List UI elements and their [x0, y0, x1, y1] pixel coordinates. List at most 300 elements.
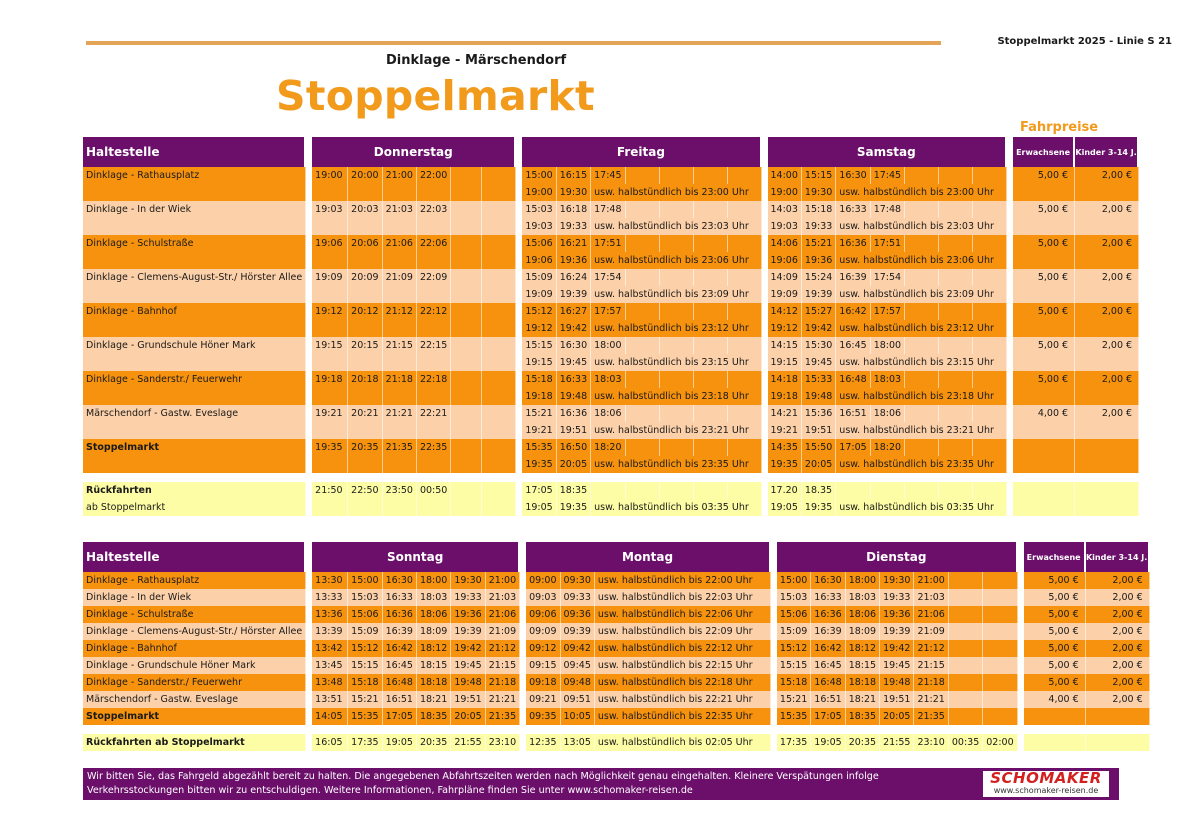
- saturday-note: usw. halbstündlich bis 23:35 Uhr: [836, 456, 1007, 473]
- sunday-return-time: 16:05: [312, 734, 348, 751]
- empty-cell: [939, 405, 973, 422]
- saturday-time: 16:51: [836, 405, 870, 422]
- stop-name: Stoppelmarkt: [83, 708, 306, 725]
- sunday-time: 13:30: [312, 572, 348, 589]
- empty-cell: [660, 303, 694, 320]
- empty-cell: [939, 235, 973, 252]
- monday-time: 09:18: [526, 674, 560, 691]
- tuesday-time: 15:15: [777, 657, 811, 674]
- table-row: [83, 286, 1139, 303]
- empty-cell: [694, 303, 728, 320]
- sunday-time: 19:33: [451, 589, 485, 606]
- empty-cell: [482, 269, 516, 286]
- empty-cell: [1075, 286, 1139, 303]
- saturday-time: 15:33: [802, 371, 836, 388]
- monday-time: 09:39: [561, 623, 595, 640]
- empty-cell: [482, 499, 516, 516]
- stop-name: Märschendorf - Gastw. Eveslage: [83, 691, 306, 708]
- saturday-time: 19:15: [768, 354, 802, 371]
- fare-child: [1075, 439, 1139, 456]
- friday-note: usw. halbstündlich bis 23:03 Uhr: [591, 218, 761, 235]
- column-header-child: Kinder 3-14 J.: [1086, 542, 1150, 572]
- fare-child: 2,00 €: [1086, 674, 1150, 691]
- friday-time: 16:18: [557, 201, 591, 218]
- monday-return-time: 12:35: [526, 734, 560, 751]
- saturday-time: 15:15: [802, 167, 836, 184]
- thursday-time: 21:06: [383, 235, 417, 252]
- saturday-time: 14:21: [768, 405, 802, 422]
- monday-time: 09:36: [561, 606, 595, 623]
- empty-cell: [1013, 499, 1075, 516]
- stop-name: Dinklage - Clemens-August-Str./ Hörster Allee: [83, 623, 306, 640]
- fare-child: 2,00 €: [1086, 640, 1150, 657]
- tuesday-time: 19:39: [880, 623, 914, 640]
- empty-cell: [949, 708, 983, 725]
- sunday-time: 13:42: [312, 640, 348, 657]
- empty-cell: [348, 456, 382, 473]
- empty-cell: [728, 405, 762, 422]
- saturday-time: 19:00: [768, 184, 802, 201]
- tuesday-time: 18:00: [846, 572, 880, 589]
- tuesday-return-time: 19:05: [811, 734, 845, 751]
- empty-cell: [417, 252, 451, 269]
- fare-child: 2,00 €: [1086, 691, 1150, 708]
- monday-note: usw. halbstündlich bis 22:09 Uhr: [595, 623, 771, 640]
- empty-cell: [83, 286, 306, 303]
- empty-cell: [939, 201, 973, 218]
- tuesday-time: 15:06: [777, 606, 811, 623]
- empty-cell: [383, 499, 417, 516]
- friday-return-time: 19:05: [522, 499, 556, 516]
- fare-child: 2,00 €: [1086, 623, 1150, 640]
- friday-time: 19:51: [557, 422, 591, 439]
- thursday-time: 21:35: [383, 439, 417, 456]
- table-row: [83, 354, 1139, 371]
- return-row: [83, 482, 1139, 499]
- empty-cell: [348, 184, 382, 201]
- empty-cell: [383, 354, 417, 371]
- saturday-time: 17:54: [871, 269, 905, 286]
- fare-child: 2,00 €: [1086, 657, 1150, 674]
- table-row: [83, 439, 1139, 456]
- sunday-time: 15:15: [348, 657, 382, 674]
- empty-cell: [939, 269, 973, 286]
- empty-cell: [482, 405, 516, 422]
- friday-time: 19:33: [557, 218, 591, 235]
- fare-child: 2,00 €: [1075, 405, 1139, 422]
- empty-cell: [1075, 184, 1139, 201]
- empty-cell: [728, 167, 762, 184]
- tuesday-time: 18:12: [846, 640, 880, 657]
- empty-cell: [983, 640, 1017, 657]
- fare-adult: 5,00 €: [1013, 371, 1075, 388]
- empty-cell: [728, 371, 762, 388]
- empty-cell: [482, 422, 516, 439]
- sunday-time: 15:00: [348, 572, 382, 589]
- fare-adult: 5,00 €: [1013, 303, 1075, 320]
- saturday-time: 17:45: [871, 167, 905, 184]
- friday-note: usw. halbstündlich bis 23:15 Uhr: [591, 354, 761, 371]
- empty-cell: [939, 167, 973, 184]
- empty-cell: [660, 371, 694, 388]
- sunday-time: 21:09: [486, 623, 520, 640]
- empty-cell: [451, 303, 482, 320]
- friday-time: 17:54: [591, 269, 625, 286]
- sunday-time: 13:33: [312, 589, 348, 606]
- thursday-time: 19:15: [312, 337, 348, 354]
- friday-time: 17:51: [591, 235, 625, 252]
- sunday-time: 17:05: [383, 708, 417, 725]
- thursday-time: 19:18: [312, 371, 348, 388]
- fare-child: 2,00 €: [1075, 371, 1139, 388]
- sunday-time: 15:18: [348, 674, 382, 691]
- tuesday-time: 19:48: [880, 674, 914, 691]
- friday-return-time: 19:35: [557, 499, 591, 516]
- table-row: [83, 708, 1150, 725]
- fare-child: [1086, 708, 1150, 725]
- document-header: Stoppelmarkt 2025 - Linie S 21: [997, 36, 1172, 47]
- fare-child: 2,00 €: [1075, 167, 1139, 184]
- empty-cell: [1013, 286, 1075, 303]
- empty-cell: [626, 235, 660, 252]
- empty-cell: [949, 691, 983, 708]
- fare-child: 2,00 €: [1075, 201, 1139, 218]
- empty-cell: [660, 269, 694, 286]
- tuesday-time: 15:00: [777, 572, 811, 589]
- tuesday-time: 15:09: [777, 623, 811, 640]
- company-logo: [983, 771, 1109, 797]
- thursday-time: 19:06: [312, 235, 348, 252]
- empty-cell: [694, 371, 728, 388]
- monday-return-time: 13:05: [561, 734, 595, 751]
- empty-cell: [1075, 422, 1139, 439]
- empty-cell: [694, 235, 728, 252]
- empty-cell: [660, 482, 694, 499]
- empty-cell: [83, 184, 306, 201]
- empty-cell: [417, 354, 451, 371]
- friday-time: 19:03: [522, 218, 556, 235]
- fares-heading: Fahrpreise: [1020, 120, 1099, 135]
- stop-name: Märschendorf - Gastw. Eveslage: [83, 405, 306, 422]
- thursday-time: 20:21: [348, 405, 382, 422]
- friday-time: 19:39: [557, 286, 591, 303]
- saturday-note: usw. halbstündlich bis 23:12 Uhr: [836, 320, 1007, 337]
- empty-cell: [312, 456, 348, 473]
- saturday-time: 14:35: [768, 439, 802, 456]
- fare-adult: [1013, 439, 1075, 456]
- empty-cell: [348, 499, 382, 516]
- empty-cell: [905, 337, 939, 354]
- monday-note: usw. halbstündlich bis 22:21 Uhr: [595, 691, 771, 708]
- stop-name: Dinklage - Sanderstr./ Feuerwehr: [83, 674, 306, 691]
- sunday-time: 18:03: [417, 589, 451, 606]
- saturday-time: 14:15: [768, 337, 802, 354]
- monday-time: 09:12: [526, 640, 560, 657]
- saturday-time: 19:48: [802, 388, 836, 405]
- empty-cell: [1075, 388, 1139, 405]
- empty-cell: [482, 184, 516, 201]
- friday-time: 15:35: [522, 439, 556, 456]
- empty-cell: [626, 405, 660, 422]
- tuesday-return-time: 00:35: [949, 734, 983, 751]
- sunday-return-time: 19:05: [383, 734, 417, 751]
- column-header-day3: Dienstag: [777, 542, 1018, 572]
- empty-cell: [482, 354, 516, 371]
- tuesday-time: 18:09: [846, 623, 880, 640]
- thursday-time: 19:00: [312, 167, 348, 184]
- empty-cell: [383, 184, 417, 201]
- empty-cell: [694, 405, 728, 422]
- monday-time: 09:03: [526, 589, 560, 606]
- tuesday-time: 16:48: [811, 674, 845, 691]
- saturday-time: 19:30: [802, 184, 836, 201]
- sunday-time: 18:21: [417, 691, 451, 708]
- tuesday-time: 19:36: [880, 606, 914, 623]
- friday-time: 16:36: [557, 405, 591, 422]
- empty-cell: [728, 482, 762, 499]
- empty-cell: [836, 482, 870, 499]
- saturday-time: 16:39: [836, 269, 870, 286]
- empty-cell: [983, 623, 1017, 640]
- saturday-time: 19:51: [802, 422, 836, 439]
- friday-time: 19:36: [557, 252, 591, 269]
- empty-cell: [905, 269, 939, 286]
- sunday-time: 15:09: [348, 623, 382, 640]
- saturday-time: 19:36: [802, 252, 836, 269]
- empty-cell: [983, 674, 1017, 691]
- friday-time: 19:06: [522, 252, 556, 269]
- sunday-time: 16:33: [383, 589, 417, 606]
- tuesday-return-time: 21:55: [880, 734, 914, 751]
- sunday-time: 13:45: [312, 657, 348, 674]
- saturday-note: usw. halbstündlich bis 23:21 Uhr: [836, 422, 1007, 439]
- fare-adult: 4,00 €: [1013, 405, 1075, 422]
- empty-cell: [312, 286, 348, 303]
- friday-time: 19:48: [557, 388, 591, 405]
- monday-return-note: usw. halbstündlich bis 02:05 Uhr: [595, 734, 771, 751]
- empty-cell: [983, 691, 1017, 708]
- footer-note: Wir bitten Sie, das Fahrgeld abgezählt bereit zu halten. Die angegebenen Abfahrtszeiten werden nach Möglichkeit genau eingehalten. Kleinere Verspätungen infolge Verkehrsstockungen bitten wir zu entschuldigen. Weitere Informationen, Fahrpläne finden Sie unter www.schomaker-reisen.de: [87, 771, 879, 796]
- empty-cell: [417, 184, 451, 201]
- stop-name: Dinklage - Grundschule Höner Mark: [83, 337, 306, 354]
- column-header-child: Kinder 3-14 J.: [1075, 137, 1139, 167]
- thursday-time: 20:00: [348, 167, 382, 184]
- empty-cell: [983, 572, 1017, 589]
- table-row: [83, 388, 1139, 405]
- empty-cell: [973, 405, 1007, 422]
- logo-url[interactable]: www.schomaker-reisen.de: [993, 786, 1099, 795]
- sunday-time: 19:30: [451, 572, 485, 589]
- tuesday-return-time: 23:10: [914, 734, 948, 751]
- return-label: Rückfahrten ab Stoppelmarkt: [83, 734, 306, 751]
- empty-cell: [973, 201, 1007, 218]
- table-row: [83, 572, 1150, 589]
- table-row: [83, 371, 1139, 388]
- sunday-time: 16:30: [383, 572, 417, 589]
- saturday-time: 19:35: [768, 456, 802, 473]
- thursday-time: 22:06: [417, 235, 451, 252]
- friday-time: 16:24: [557, 269, 591, 286]
- sunday-time: 16:51: [383, 691, 417, 708]
- friday-time: 15:12: [522, 303, 556, 320]
- empty-cell: [312, 499, 348, 516]
- tuesday-return-time: 20:35: [846, 734, 880, 751]
- empty-cell: [660, 201, 694, 218]
- friday-time: 15:00: [522, 167, 556, 184]
- friday-time: 16:27: [557, 303, 591, 320]
- column-header-day1: Sonntag: [312, 542, 520, 572]
- friday-note: usw. halbstündlich bis 23:35 Uhr: [591, 456, 761, 473]
- empty-cell: [417, 456, 451, 473]
- empty-cell: [728, 269, 762, 286]
- empty-cell: [694, 482, 728, 499]
- sunday-time: 20:05: [451, 708, 485, 725]
- thursday-return-time: 21:50: [312, 482, 348, 499]
- saturday-time: 14:03: [768, 201, 802, 218]
- saturday-time: 18:00: [871, 337, 905, 354]
- table-row: [83, 303, 1139, 320]
- sunday-time: 21:12: [486, 640, 520, 657]
- tuesday-return-time: 17:35: [777, 734, 811, 751]
- thursday-time: 20:03: [348, 201, 382, 218]
- empty-cell: [626, 337, 660, 354]
- saturday-time: 19:12: [768, 320, 802, 337]
- saturday-time: 15:24: [802, 269, 836, 286]
- sunday-return-time: 21:55: [451, 734, 485, 751]
- table-row: [83, 640, 1150, 657]
- saturday-time: 16:36: [836, 235, 870, 252]
- stop-name: Dinklage - Sanderstr./ Feuerwehr: [83, 371, 306, 388]
- empty-cell: [949, 674, 983, 691]
- table-row: [83, 623, 1150, 640]
- empty-cell: [694, 439, 728, 456]
- monday-time: 09:42: [561, 640, 595, 657]
- fare-child: 2,00 €: [1075, 269, 1139, 286]
- sunday-time: 19:36: [451, 606, 485, 623]
- empty-cell: [451, 371, 482, 388]
- empty-cell: [871, 482, 905, 499]
- table-row: [83, 405, 1139, 422]
- saturday-time: 15:21: [802, 235, 836, 252]
- fare-adult: 5,00 €: [1024, 606, 1086, 623]
- empty-cell: [417, 422, 451, 439]
- empty-cell: [312, 184, 348, 201]
- table-row: [83, 269, 1139, 286]
- friday-time: 19:45: [557, 354, 591, 371]
- sunday-time: 16:48: [383, 674, 417, 691]
- friday-time: 18:06: [591, 405, 625, 422]
- thursday-time: 19:21: [312, 405, 348, 422]
- saturday-time: 15:36: [802, 405, 836, 422]
- friday-time: 17:48: [591, 201, 625, 218]
- empty-cell: [482, 201, 516, 218]
- thursday-time: 22:09: [417, 269, 451, 286]
- sunday-time: 15:06: [348, 606, 382, 623]
- friday-time: 15:15: [522, 337, 556, 354]
- tuesday-time: 16:36: [811, 606, 845, 623]
- monday-time: 09:15: [526, 657, 560, 674]
- tuesday-time: 21:00: [914, 572, 948, 589]
- friday-time: 15:18: [522, 371, 556, 388]
- empty-cell: [983, 606, 1017, 623]
- fare-adult: 5,00 €: [1013, 235, 1075, 252]
- empty-cell: [348, 388, 382, 405]
- empty-cell: [1075, 320, 1139, 337]
- sunday-time: 13:36: [312, 606, 348, 623]
- empty-cell: [626, 269, 660, 286]
- empty-cell: [83, 252, 306, 269]
- tuesday-time: 15:21: [777, 691, 811, 708]
- empty-cell: [1075, 499, 1139, 516]
- empty-cell: [451, 482, 482, 499]
- saturday-note: usw. halbstündlich bis 23:15 Uhr: [836, 354, 1007, 371]
- empty-cell: [1013, 482, 1075, 499]
- empty-cell: [1013, 320, 1075, 337]
- thursday-time: 21:03: [383, 201, 417, 218]
- stop-name: Dinklage - Schulstraße: [83, 606, 306, 623]
- empty-cell: [383, 422, 417, 439]
- sunday-time: 21:35: [486, 708, 520, 725]
- thursday-time: 22:35: [417, 439, 451, 456]
- thursday-time: 20:35: [348, 439, 382, 456]
- empty-cell: [949, 572, 983, 589]
- empty-cell: [983, 708, 1017, 725]
- sunday-time: 15:12: [348, 640, 382, 657]
- empty-cell: [451, 439, 482, 456]
- empty-cell: [451, 167, 482, 184]
- empty-cell: [417, 388, 451, 405]
- saturday-time: 14:12: [768, 303, 802, 320]
- thursday-return-time: 00:50: [417, 482, 451, 499]
- table-row: [83, 235, 1139, 252]
- sunday-time: 19:45: [451, 657, 485, 674]
- empty-cell: [417, 320, 451, 337]
- saturday-time: 14:18: [768, 371, 802, 388]
- fare-child: 2,00 €: [1086, 589, 1150, 606]
- empty-cell: [905, 201, 939, 218]
- saturday-time: 18:20: [871, 439, 905, 456]
- saturday-return-note: usw. halbstündlich bis 03:35 Uhr: [836, 499, 1007, 516]
- empty-cell: [482, 235, 516, 252]
- monday-time: 09:06: [526, 606, 560, 623]
- column-header-adult: Erwachsene: [1013, 137, 1075, 167]
- stop-name: Dinklage - Rathausplatz: [83, 572, 306, 589]
- empty-cell: [973, 303, 1007, 320]
- empty-cell: [905, 167, 939, 184]
- saturday-note: usw. halbstündlich bis 23:09 Uhr: [836, 286, 1007, 303]
- empty-cell: [1013, 354, 1075, 371]
- friday-time: 16:15: [557, 167, 591, 184]
- empty-cell: [660, 439, 694, 456]
- table-row: [83, 589, 1150, 606]
- fare-adult: [1024, 708, 1086, 725]
- sunday-return-time: 17:35: [348, 734, 382, 751]
- table-row: [83, 422, 1139, 439]
- stop-name: Dinklage - In der Wiek: [83, 201, 306, 218]
- empty-cell: [482, 371, 516, 388]
- column-header-day2: Montag: [526, 542, 771, 572]
- friday-time: 16:30: [557, 337, 591, 354]
- monday-time: 09:33: [561, 589, 595, 606]
- sunday-time: 13:51: [312, 691, 348, 708]
- sunday-time: 18:12: [417, 640, 451, 657]
- sunday-time: 16:42: [383, 640, 417, 657]
- monday-note: usw. halbstündlich bis 22:15 Uhr: [595, 657, 771, 674]
- monday-time: 09:09: [526, 623, 560, 640]
- tuesday-time: 15:18: [777, 674, 811, 691]
- empty-cell: [451, 218, 482, 235]
- empty-cell: [591, 482, 625, 499]
